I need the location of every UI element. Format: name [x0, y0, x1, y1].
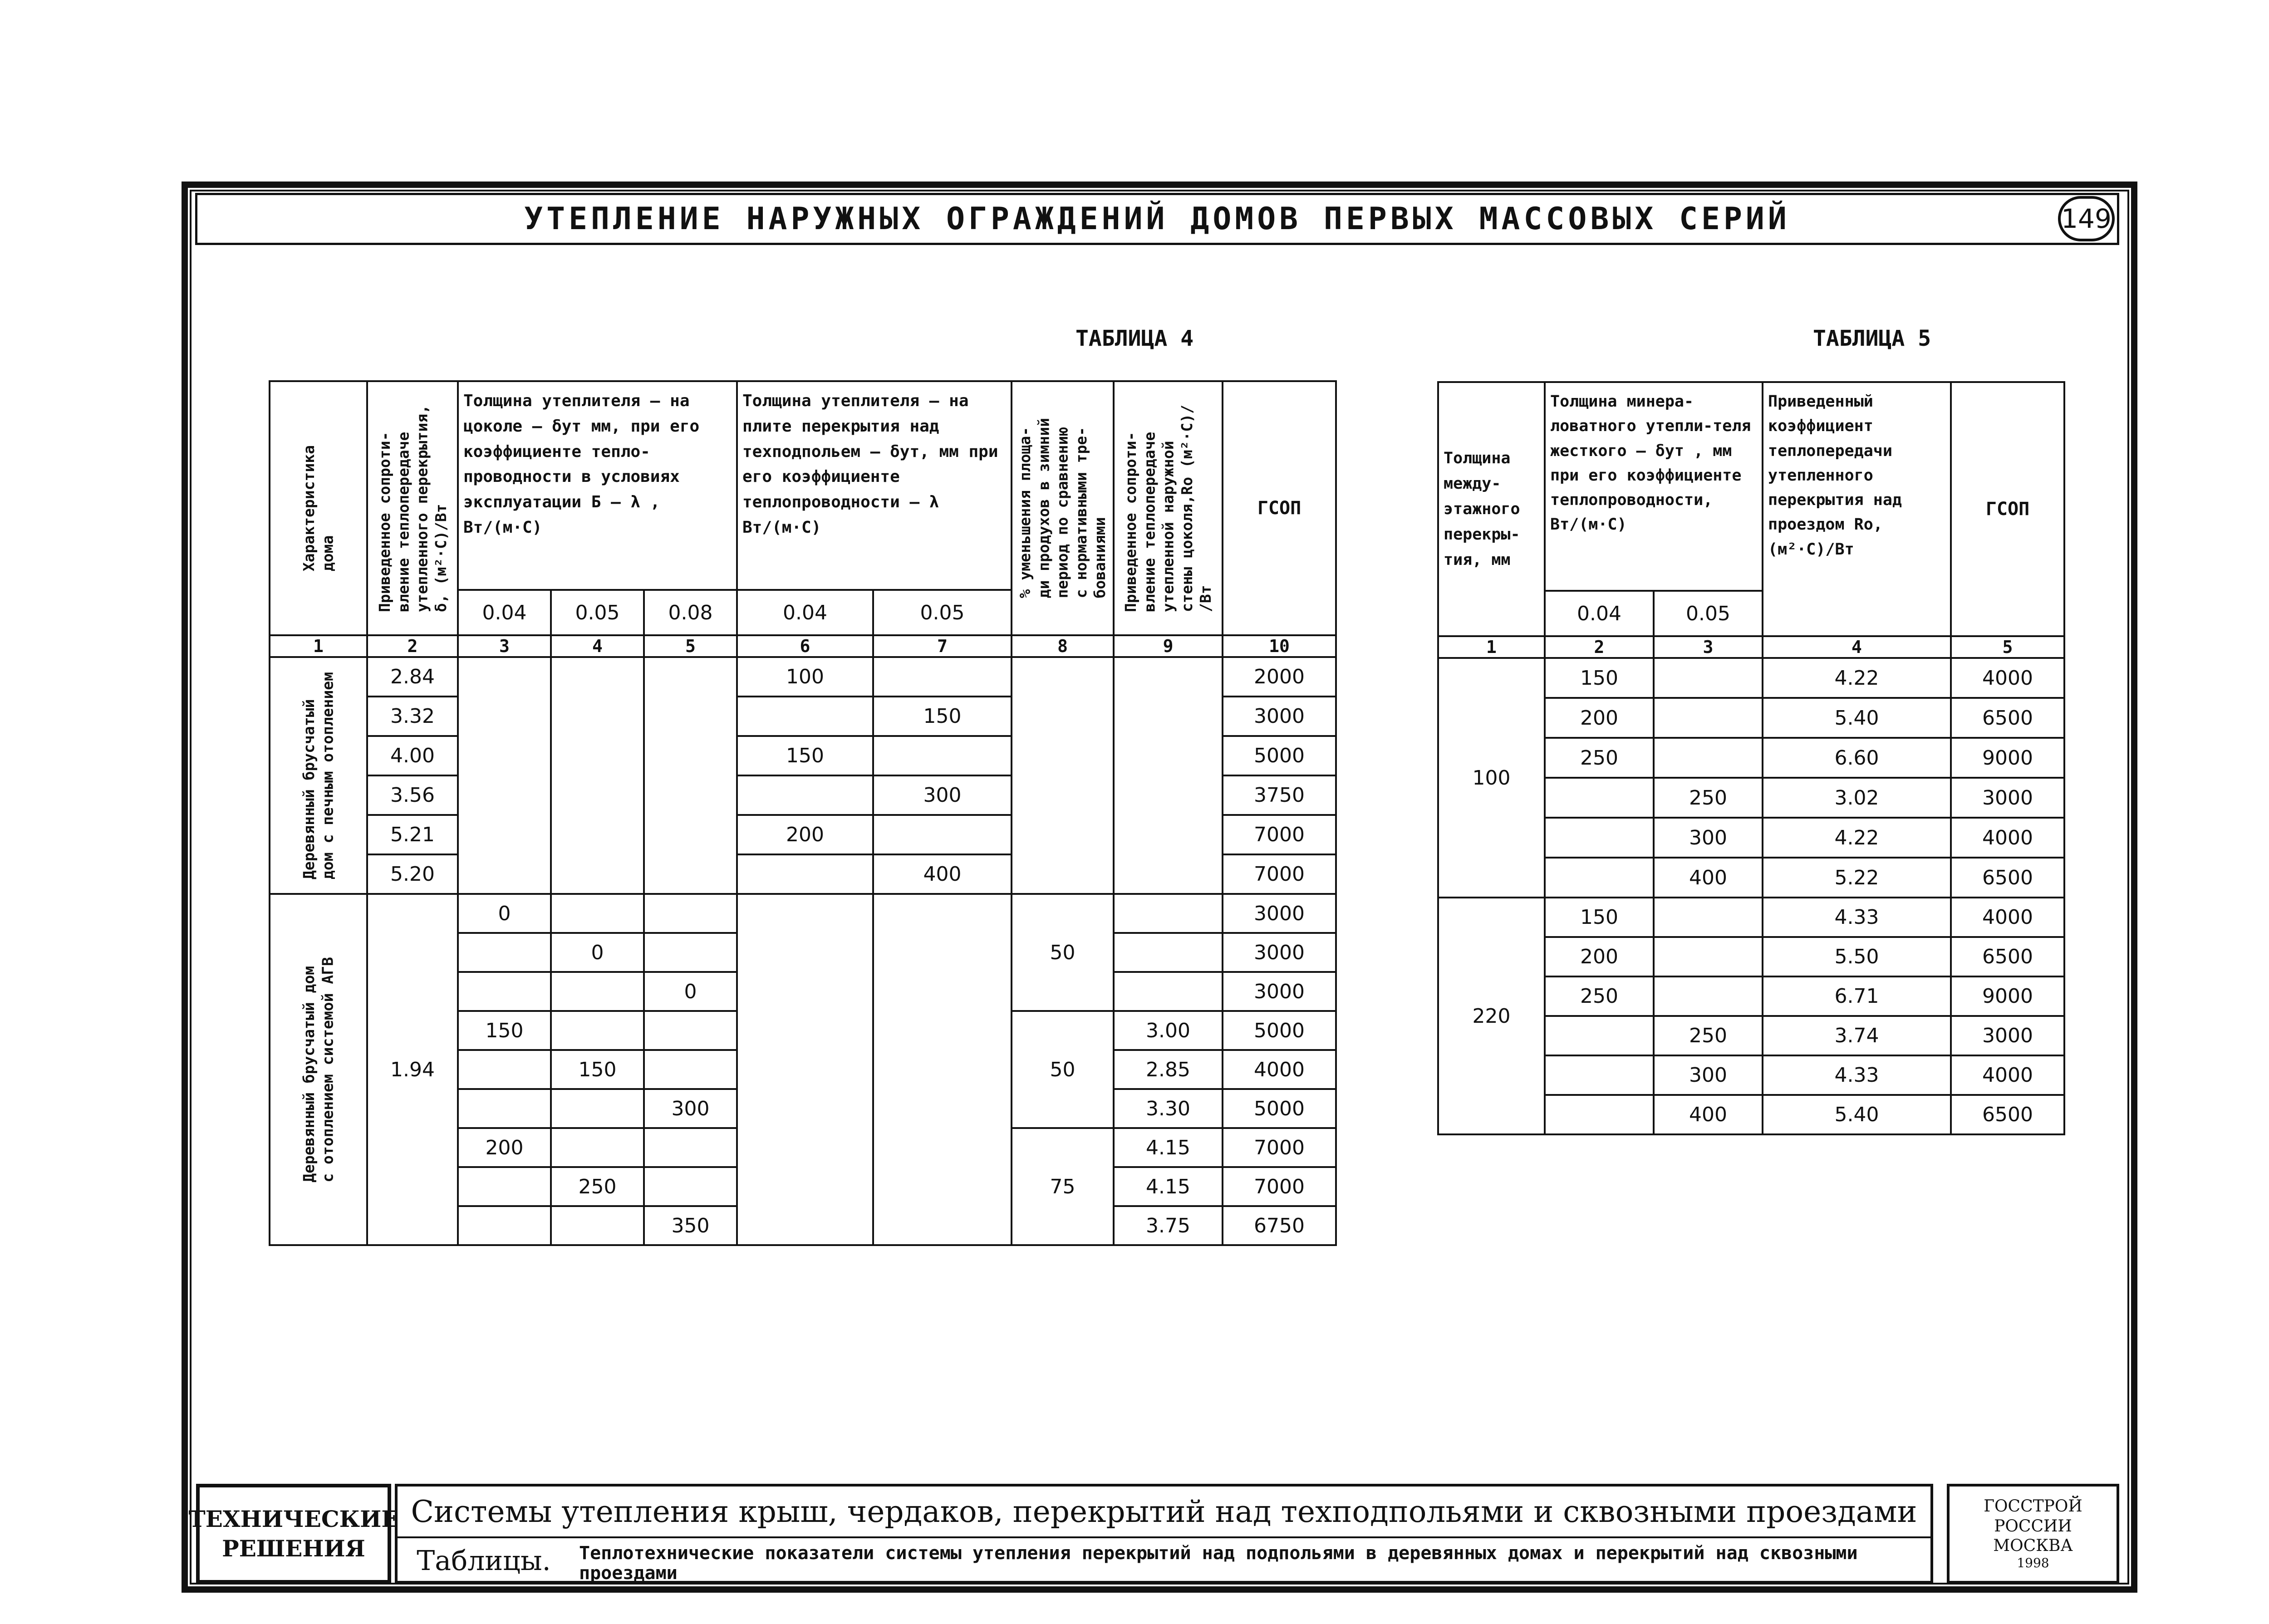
t4-cell: 7000 [1223, 1167, 1336, 1206]
t5-cell: 250 [1654, 778, 1763, 818]
t4-cell [644, 1011, 737, 1050]
t4-cell: 2000 [1223, 657, 1336, 697]
t4-lambda: 0.08 [644, 590, 737, 635]
t5-cell: 250 [1545, 738, 1654, 778]
t5-cell: 6500 [1951, 1095, 2064, 1134]
t4-cell [1114, 894, 1223, 933]
t4-colnum: 8 [1012, 635, 1114, 657]
t4-cell: 3.56 [367, 775, 458, 815]
t4-cell [644, 657, 737, 894]
t5-cell: 400 [1654, 858, 1763, 898]
t4-cell: 0 [551, 933, 644, 972]
t4-lambda: 0.05 [551, 590, 644, 635]
section-label: ТЕХНИЧЕСКИЕ РЕШЕНИЯ [188, 1506, 399, 1562]
t5-header-heat-transfer: Приведенный коэффициент теплопередачи утепленного перекрытия над проездом Rо, (м²·С)/Вт [1763, 382, 1951, 636]
t5-cell: 300 [1654, 1055, 1763, 1095]
t5-cell [1545, 1016, 1654, 1055]
t4-cell: 150 [737, 736, 873, 775]
t4-cell [644, 1050, 737, 1089]
t4-cell [1114, 933, 1223, 972]
t4-group2-label: Деревянный брусчатый дом с отоплением системой АГВ [270, 894, 367, 1245]
t4-cell: 350 [644, 1206, 737, 1245]
t4-cell: 7000 [1223, 1128, 1336, 1167]
t5-cell: 9000 [1951, 976, 2064, 1016]
t4-cell [551, 894, 644, 933]
t5-cell: 4.33 [1763, 1055, 1951, 1095]
t4-cell: 400 [873, 854, 1012, 894]
t5-cell: 6500 [1951, 698, 2064, 738]
t4-cell: 7000 [1223, 854, 1336, 894]
page-number: 149 [2058, 196, 2115, 241]
t5-cell: 4.22 [1763, 658, 1951, 698]
t4-cell [737, 894, 873, 1245]
t4-header-resistance: Приведенное сопроти- вление теплопередаче утепленного перекрытия, δ, (м²·С)/Вт [367, 381, 458, 635]
t4-cell: 150 [873, 697, 1012, 736]
t4-cell: 4.15 [1114, 1167, 1223, 1206]
t5-cell [1654, 976, 1763, 1016]
t4-cell: 6750 [1223, 1206, 1336, 1245]
t4-cell [1012, 657, 1114, 894]
t5-header-gsop: ГСОП [1951, 382, 2064, 636]
t5-cell [1545, 1055, 1654, 1095]
section-stamp [188, 1484, 399, 1584]
t4-cell: 5.20 [367, 854, 458, 894]
t4-cell: 75 [1012, 1128, 1114, 1245]
t5-colnum: 2 [1545, 636, 1654, 658]
t5-lambda: 0.05 [1654, 591, 1763, 636]
t4-cell: 150 [551, 1050, 644, 1089]
t4-cell: 3.00 [1114, 1011, 1223, 1050]
t5-cell [1654, 738, 1763, 778]
t4-header-plinth-thickness: Толщина утеплителя – на цоколе – δут мм, при его коэффициенте тепло-проводности в условиях эксплуатации Б – λ , Вт/(м·С) [458, 381, 737, 590]
t5-colnum: 5 [1951, 636, 2064, 658]
t4-cell [551, 1089, 644, 1128]
t4-cell: 4.00 [367, 736, 458, 775]
t4-cell: 250 [551, 1167, 644, 1206]
t4-cell: 150 [458, 1011, 551, 1050]
t4-cell: 2.85 [1114, 1050, 1223, 1089]
t5-cell: 220 [1438, 898, 1545, 1134]
t4-cell [458, 1206, 551, 1245]
title-block [395, 1484, 1933, 1584]
t4-cell: 100 [737, 657, 873, 697]
t5-lambda: 0.04 [1545, 591, 1654, 636]
t5-cell [1654, 898, 1763, 937]
t4-cell: 50 [1012, 894, 1114, 1011]
t4-cell [551, 1128, 644, 1167]
t5-cell: 4.33 [1763, 898, 1951, 937]
t4-colnum: 3 [458, 635, 551, 657]
t4-colnum: 2 [367, 635, 458, 657]
t4-colnum: 7 [873, 635, 1012, 657]
tables-description: Теплотехнические показатели системы утепления перекрытий над подпольями в деревянных домах и перекрытий над сквозными проездами [579, 1543, 1858, 1584]
t4-cell [644, 1128, 737, 1167]
t4-cell: 3000 [1223, 972, 1336, 1011]
t4-header-gsop: ГСОП [1223, 381, 1336, 635]
t5-colnum: 1 [1438, 636, 1545, 658]
t4-cell: 3000 [1223, 697, 1336, 736]
t5-cell [1545, 818, 1654, 858]
t4-cell [873, 894, 1012, 1245]
t4-cell: 3000 [1223, 933, 1336, 972]
t4-cell: 7000 [1223, 815, 1336, 854]
table5-caption: ТАБЛИЦА 5 [1813, 326, 1931, 351]
t4-cell: 2.84 [367, 657, 458, 697]
t4-cell: 4000 [1223, 1050, 1336, 1089]
t4-cell [737, 854, 873, 894]
t5-cell: 4000 [1951, 658, 2064, 698]
page-title: УТЕПЛЕНИЕ НАРУЖНЫХ ОГРАЖДЕНИЙ ДОМОВ ПЕРВЫХ МАССОВЫХ СЕРИЙ [195, 193, 2119, 245]
publisher-org: ГОССТРОЙ РОССИИ [1984, 1497, 2082, 1536]
t4-cell [458, 1089, 551, 1128]
t4-cell: 200 [458, 1128, 551, 1167]
tables-label: Таблицы. [417, 1545, 551, 1577]
t4-cell: 0 [644, 972, 737, 1011]
t4-cell: 5.21 [367, 815, 458, 854]
t4-cell: 3.30 [1114, 1089, 1223, 1128]
t5-cell [1654, 658, 1763, 698]
t4-group1-label: Деревянный брусчатый дом с печным отоплением [270, 657, 367, 894]
t5-cell: 3.74 [1763, 1016, 1951, 1055]
t5-cell: 5.40 [1763, 698, 1951, 738]
t5-cell: 200 [1545, 937, 1654, 976]
system-title: Системы утепления крыш, чердаков, перекрытий над техподпольями и сквозными проездами [398, 1487, 1930, 1538]
publisher-stamp [1947, 1484, 2119, 1584]
t4-cell [1114, 972, 1223, 1011]
t4-cell: 50 [1012, 1011, 1114, 1128]
t5-cell: 6500 [1951, 937, 2064, 976]
t4-cell: 5000 [1223, 1011, 1336, 1050]
t5-header-floor-thickness: Толщина между-этажного перекры-тия, мм [1438, 382, 1545, 636]
t4-cell [737, 775, 873, 815]
t5-cell: 6500 [1951, 858, 2064, 898]
table4-caption: ТАБЛИЦА 4 [1076, 326, 1194, 351]
table4 [269, 380, 1337, 1246]
t4-lambda: 0.04 [737, 590, 873, 635]
t4-header-vent-reduction: % уменьшения площа- ди продухов в зимний период по сравнению с нормативными тре- бованиями [1012, 381, 1114, 635]
table5 [1437, 381, 2065, 1135]
t4-cell [458, 1167, 551, 1206]
t5-cell [1545, 778, 1654, 818]
t5-cell [1654, 937, 1763, 976]
t5-cell: 4000 [1951, 898, 2064, 937]
t4-lambda: 0.05 [873, 590, 1012, 635]
t4-header-house: Характеристика дома [270, 381, 367, 635]
t4-header-slab-thickness: Толщина утеплителя – на плите перекрытия над техподпольем – δут, мм при его коэффициенте теплопроводности – λ Вт/(м·С) [737, 381, 1012, 590]
t5-cell: 5.40 [1763, 1095, 1951, 1134]
t5-cell: 6.71 [1763, 976, 1951, 1016]
t4-colnum: 9 [1114, 635, 1223, 657]
t4-cell [551, 972, 644, 1011]
t4-cell [458, 657, 551, 894]
t5-cell: 100 [1438, 658, 1545, 898]
t5-cell: 250 [1545, 976, 1654, 1016]
t5-cell: 9000 [1951, 738, 2064, 778]
t5-cell [1545, 1095, 1654, 1134]
t5-cell: 3000 [1951, 1016, 2064, 1055]
t5-cell: 6.60 [1763, 738, 1951, 778]
t4-cell [873, 657, 1012, 697]
t4-cell [551, 1206, 644, 1245]
t4-cell: 5000 [1223, 1089, 1336, 1128]
t5-cell: 4000 [1951, 1055, 2064, 1095]
t4-cell: 5000 [1223, 736, 1336, 775]
t5-cell: 5.50 [1763, 937, 1951, 976]
t5-cell: 150 [1545, 898, 1654, 937]
t4-cell: 3.75 [1114, 1206, 1223, 1245]
t4-cell [551, 657, 644, 894]
t4-cell [644, 933, 737, 972]
t4-cell [644, 1167, 737, 1206]
t5-cell: 150 [1545, 658, 1654, 698]
t5-cell: 300 [1654, 818, 1763, 858]
t5-header-insulation-thickness: Толщина минера-ловатного утепли-теля жесткого – δут , мм при его коэффициенте теплопроводности, Вт/(м·С) [1545, 382, 1763, 591]
t4-cell: 3.32 [367, 697, 458, 736]
t4-colnum: 10 [1223, 635, 1336, 657]
t4-cell [737, 697, 873, 736]
t4-cell [873, 736, 1012, 775]
t5-cell: 3000 [1951, 778, 2064, 818]
t5-cell: 4000 [1951, 818, 2064, 858]
t4-header-wall-resistance: Приведенное сопроти- вление теплопередаче утепленной наружной стены цоколя,Rо (м²·С)/ /Вт [1114, 381, 1223, 635]
t4-cell [1114, 657, 1223, 894]
t4-cell: 3750 [1223, 775, 1336, 815]
t5-colnum: 3 [1654, 636, 1763, 658]
t4-cell: 0 [458, 894, 551, 933]
publisher-city: МОСКВА [1993, 1536, 2073, 1555]
t5-cell [1545, 858, 1654, 898]
t4-cell: 300 [873, 775, 1012, 815]
t4-colnum: 4 [551, 635, 644, 657]
publisher-year: 1998 [2017, 1555, 2049, 1570]
t4-cell: 300 [644, 1089, 737, 1128]
t4-colnum: 1 [270, 635, 367, 657]
t5-cell: 4.22 [1763, 818, 1951, 858]
t5-cell: 400 [1654, 1095, 1763, 1134]
t4-colnum: 6 [737, 635, 873, 657]
t4-cell [458, 972, 551, 1011]
t4-cell [644, 894, 737, 933]
t5-cell: 5.22 [1763, 858, 1951, 898]
t4-cell [458, 1050, 551, 1089]
t5-cell [1654, 698, 1763, 738]
t4-cell: 3000 [1223, 894, 1336, 933]
t4-lambda: 0.04 [458, 590, 551, 635]
t4-cell [551, 1011, 644, 1050]
t4-cell: 200 [737, 815, 873, 854]
t4-cell: 1.94 [367, 894, 458, 1245]
t4-colnum: 5 [644, 635, 737, 657]
t5-cell: 200 [1545, 698, 1654, 738]
t5-cell: 3.02 [1763, 778, 1951, 818]
t4-cell [873, 815, 1012, 854]
t4-cell [458, 933, 551, 972]
t5-cell: 250 [1654, 1016, 1763, 1055]
t4-cell: 4.15 [1114, 1128, 1223, 1167]
t5-colnum: 4 [1763, 636, 1951, 658]
